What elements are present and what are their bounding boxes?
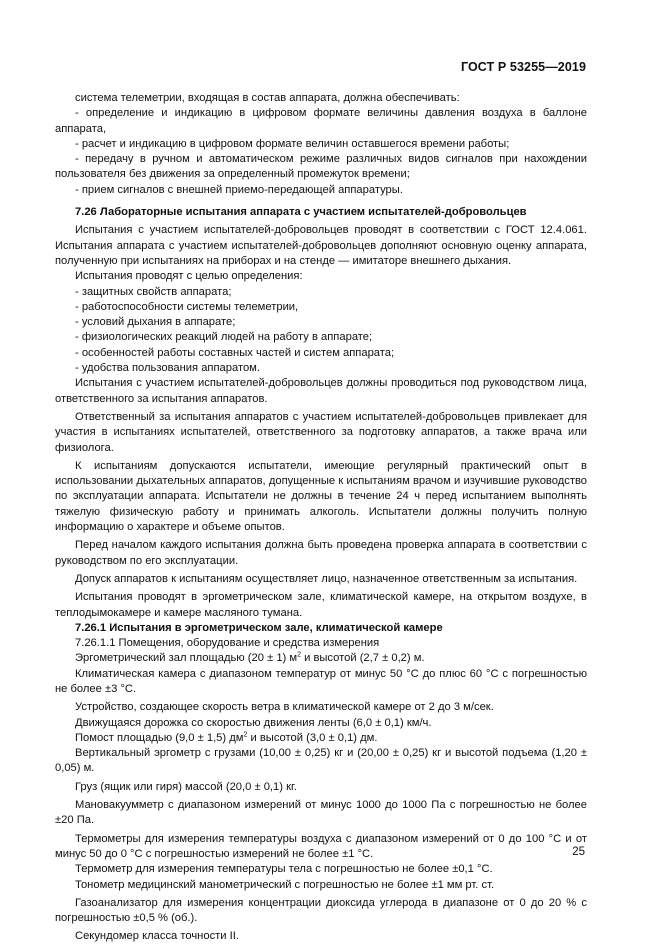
telemetry-intro: система телеметрии, входящая в состав аппарата, должна обеспечивать: — [75, 92, 460, 104]
erg-hall-spec — [55, 651, 587, 666]
erg-hall-text-b: и высотой (2,7 ± 0,2) м. — [300, 652, 425, 665]
treadmill-spec: Движущаяся дорожка со скоростью движения ленты (6,0 ± 0,1) км/ч. — [75, 716, 432, 729]
platform-spec — [55, 731, 587, 746]
document-header: ГОСТ Р 53255—2019 — [460, 60, 586, 74]
paragraph: Перед началом каждого испытания должна быть проведена проверка аппарата в соответствии с руководством по его эксплуатации. — [55, 539, 587, 567]
air-thermometer-spec: Термометры для измерения температуры воздуха с диапазоном измерений от 0 до 100 °С и от минус 50 до 0 °С с погрешностью измерений не более ±1 °С. — [55, 832, 587, 860]
platform-text-a: Помост площадью (9,0 ± 1,5) дм — [75, 731, 244, 744]
tonometer-spec: Тонометр медицинский манометрический с погрешностью не более ±1 мм рт. ст. — [75, 878, 495, 891]
paragraph: Допуск аппаратов к испытаниям осуществляет лицо, назначенное ответственным за испытания. — [75, 572, 578, 585]
list-item: - условий дыхания в аппарате; — [75, 316, 236, 329]
list-item: - физиологических реакций людей на работу в аппарате; — [75, 331, 373, 344]
paragraph: Испытания проводят с целью определения: — [75, 270, 303, 283]
paragraph: Испытания с участием испытателей-добровольцев проводят в соответствии с ГОСТ 12.4.061. Испытания аппарата с участием испытателей-добровольцев дополняют основную оценку аппарата, полученную при испытаниях на приборах и на стенде — имитаторе внешнего дыхания. — [55, 224, 587, 267]
platform-text-b: и высотой (3,0 ± 0,1) дм. — [247, 731, 378, 744]
paragraph: Испытания с участием испытателей-добровольцев должны проводиться под руководством лица, ответственного за испытания аппаратов. — [55, 377, 587, 405]
ergometer-spec: Вертикальный эргометр с грузами (10,00 ± 0,25) кг и (20,00 ± 0,25) кг и высотой подъема (1,20 ± 0,05) м. — [55, 747, 587, 775]
manovacuum-spec: Мановакуумметр с диапазоном измерений от минус 1000 до 1000 Па с погрешностью не более ±20 Па. — [55, 799, 587, 827]
wind-device-spec: Устройство, создающее скорость ветра в климатической камере от 2 до 3 м/сек. — [75, 701, 494, 714]
paragraph: Ответственный за испытания аппаратов с участием испытателей-добровольцев привлекает для участия в испытаниях испытателей, ответственного за подготовку аппаратов, а также врача или физиолога. — [55, 410, 587, 454]
list-item: - прием сигналов с внешней приемо-передающей аппаратуры. — [75, 183, 403, 196]
list-item: - особенностей работы составных частей и систем аппарата; — [75, 346, 395, 359]
paragraph: К испытаниям допускаются испытатели, имеющие регулярный практический опыт в использовании дыхательных аппаратов, допущенные к испытаниям врачом и изучившие руководство по эксплуатации аппарата. Испытатели не должны в течение 24 ч перед испытанием выполнять тяжелую физическую работу и принимать алкоголь. Испытатели должны получить полную информацию о характере и объеме опытов. — [55, 459, 587, 534]
list-item: - защитных свойств аппарата; — [75, 285, 232, 298]
subsection-heading-7-26-1-1: 7.26.1.1 Помещения, оборудование и средства измерения — [75, 637, 380, 650]
list-item: - работоспособности системы телеметрии, — [75, 300, 299, 313]
gas-analyzer-spec: Газоанализатор для измерения концентрации диоксида углерода в диапазоне от 0 до 20 % с погрешностью ±0,5 % (об.). — [55, 896, 587, 925]
stopwatch-spec: Секундомер класса точности II. — [75, 930, 239, 943]
weight-spec: Груз (ящик или гиря) массой (20,0 ± 0,1) кг. — [75, 780, 297, 793]
erg-hall-text-a: Эргометрический зал площадью (20 ± 1) м — [75, 652, 298, 665]
body-thermometer-spec: Термометр для измерения температуры тела с погрешностью не более ±0,1 °С. — [75, 863, 493, 876]
list-item: - определение и индикацию в цифровом формате величины давления воздуха в баллоне аппарата, — [55, 107, 587, 135]
page-content — [55, 91, 587, 945]
paragraph: Испытания проводят в эргометрическом зале, климатической камере, на открытом воздухе, в теплодымокамере и камере масляного тумана. — [55, 591, 587, 619]
erg-hall-superscript: 2 — [297, 651, 301, 659]
list-item: - расчет и индикацию в цифровом формате величин оставшегося времени работы; — [75, 137, 510, 150]
list-item: - удобства пользования аппаратом. — [75, 362, 260, 375]
platform-superscript: 2 — [243, 731, 248, 739]
climate-chamber-spec: Климатическая камера с диапазоном температур от минус 50 °С до плюс 60 °С с погрешностью не более ±3 °С. — [55, 667, 587, 695]
list-item: - передачу в ручном и автоматическом режиме различных видов сигналов при нахождении пользователя без движения за определенный промежуток времени; — [55, 153, 587, 181]
section-heading-7-26-1: 7.26.1 Испытания в эргометрическом зале, климатической камере — [75, 621, 443, 634]
page-number: 25 — [572, 846, 585, 858]
section-heading-7-26: 7.26 Лабораторные испытания аппарата с участием испытателей-добровольцев — [75, 206, 527, 219]
